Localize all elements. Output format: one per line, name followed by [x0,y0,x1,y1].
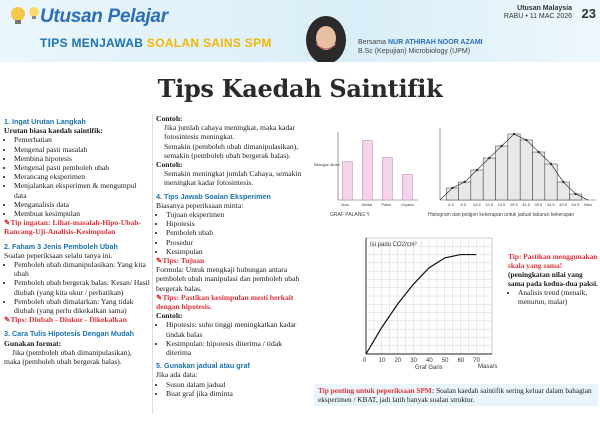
x-axis-label: Masa/s [478,364,498,370]
x-tick-label: 49.5 [559,202,567,207]
x-tick-label: 70 [473,358,480,364]
section-heading-5: 5. Gunakan jadual atau graf [156,361,250,371]
histogram-bar [483,158,495,200]
scale-tip-detail: (peningkatan nilai yang sama pada kedua-dua paksi. [508,270,598,288]
exam-tip-label: Tip penting untuk peperiksaan SPM: [318,386,435,395]
column-1 [4,114,150,366]
list-item: • Pemboleh ubah bergerak balas: Kesan/ Hasil diubah (yang kita ukur / perhatikan) [14,278,150,296]
x-tick-label: 44.5 [546,202,555,207]
brand-logo: Utusan Pelajar [40,6,168,27]
list-item: • Menganalisis data [14,200,150,209]
histogram-bar [557,182,569,200]
example-heading: Contoh: [156,114,183,123]
section-5-intro: Jika ada data: [156,370,198,380]
exam-tip-footer [314,384,598,406]
x-tick-label: 40 [426,358,433,364]
example-text: Semakin meningkat jumlah Cahaya, semakin meningkat kadar fotosintesis. [164,169,302,188]
x-tick-label: 39.5 [534,202,543,207]
x-tick-label: 14.5 [472,202,481,207]
conclusion-tip: ✎ Tips: Pastikan kesimpulan mesti berkait dengan hipotesis. [156,293,308,311]
polygon-point [562,181,564,183]
y-axis-label: Bilangan Buku [314,162,340,167]
bar [342,162,352,200]
x-tick-label: 4.5 [448,202,454,207]
exam-list [156,210,308,256]
polygon-point [500,145,502,147]
polygon-point [451,187,453,189]
list-item: • Susun dalam jadual [166,380,308,389]
list-item: • Merancang eksperimen [14,172,150,181]
example-heading: Contoh: [156,160,183,170]
list-item: • Kesimpulan: hipotesis diterima / tidak diterima [166,339,308,357]
x-tick-label: Nilai [583,202,592,207]
byline-prefix: Bersama [358,39,387,46]
trend-item: • Analisis trend (menaik, menurun, malar) [518,288,600,306]
x-tick-label: 19.5 [485,202,493,207]
polygon-point [513,133,515,135]
example-format: Semakin (pemboleh ubah dimanipulasikan), semakin (pemboleh ubah bergerak balas). [164,141,299,160]
x-tick-label: 10 [378,358,386,364]
exam-tip-text: Soalan kaedah saintifik sering keluar dalam bahagian eksperimen / KBAT, jadi latih banyak soalan struktur. [318,386,592,404]
column-2 [156,114,308,398]
x-tick-label: 20 [394,358,402,364]
bar [362,141,372,201]
x-tick-label: 54.5 [571,202,580,207]
polygon-point [488,157,490,159]
x-tick-label: 29.5 [509,202,518,207]
purpose-tip: ✎ Tips: Tujuan [156,256,308,265]
banner-prefix: TIPS MENJAWAB [40,36,144,50]
data-list [156,380,308,398]
polygon-point [550,163,552,165]
section-heading-4: 4. Tips Jawab Soalan Eksperimen [156,191,271,201]
example-list [156,320,308,357]
histogram-bar [446,188,458,200]
bar [382,158,392,201]
bar [402,175,412,201]
x-tick-label: Kiyana [401,202,414,207]
x-tick-label: 0 [363,358,367,364]
list-item: • Pemerhatian [14,135,150,144]
column-divider [152,114,153,414]
list-item: • Prosedur [166,238,308,247]
list-item: • Membina hipotesis [14,154,150,163]
author-name: NUR ATHIRAH NOOR AZAMI [387,39,483,46]
polygon-point [476,169,478,171]
scale-tip-box [508,252,600,306]
x-tick-label: 24.5 [497,202,506,207]
paper-info [504,5,572,21]
purpose-formula: Formula: Untuk mengkaji hubungan antara pemboleh ubah manipulasi dan pemboleh ubah bergerak balas. [156,265,300,293]
x-tick-label: Selasi [361,202,373,207]
histogram-bar [545,164,557,200]
histogram-caption: Histogram dan poligon kekerapan untuk jadual taburan kekerapan [428,212,575,218]
list-item: • Menjalankan eksperimen & mengumpul data [14,181,150,199]
x-tick-label: 50 [441,358,449,364]
section-1-intro: Urutan biasa kaedah saintifik: [4,126,103,136]
example-text: Jika jumlah cahaya meningkat, maka kadar fotosintesis meningkat. [164,123,296,142]
variables-list [4,260,150,315]
list-item: • Membuat kesimpulan [14,209,150,218]
section-4-intro: Biasanya peperiksaan minta: [156,200,244,210]
x-tick-label: 34.5 [522,202,530,207]
page-title: Tips Kaedah Saintifik [157,74,443,103]
section-heading-2: 2. Faham 3 Jenis Pemboleh Ubah [4,241,118,251]
variables-tip: ✎ Tips: Diubah - Diukur - Dikekalkan [4,315,150,324]
chart-title: Graf Garis [415,365,443,371]
list-item: • Kesimpulan [166,247,308,256]
list-item: • Hipotesis [166,219,308,228]
issue-date: RABU • 11 MAC 2026 [503,13,572,20]
x-tick-label: 30 [410,358,417,364]
author-avatar [300,14,352,62]
histogram-bar [459,182,471,200]
histogram-bar [520,140,532,200]
polygon-point [574,193,576,195]
list-item: • Pemboleh ubah [166,228,308,237]
x-tick-label: Ikan [341,202,349,207]
hypothesis-line-2: maka (pemboleh ubah bergerak balas). [4,357,122,367]
memory-tip: ✎ Tip ingatan: Lihat-masalah-Hipo-Ubah-Rancang-Uji-Analisis-Kesimpulan [4,218,150,236]
section-3-intro: Gunakan format: [4,338,62,348]
scale-tip-heading: Tip: Pastikan menggunakan skala yang sama! [508,252,598,270]
author-byline [358,38,483,56]
histogram-chart [428,120,598,212]
polygon-point [537,151,539,153]
x-tick-label: 9.5 [460,202,467,207]
y-axis-label: Isi padu CO2/cm³ [370,242,417,248]
example-heading: Contoh: [156,311,183,321]
list-item: • Tujuan eksperimen [166,210,308,219]
page-header [0,0,600,62]
section-heading-1: 1. Ingat Urutan Langkah [4,117,86,126]
list-item: • Buat graf jika diminta [166,389,308,398]
bar-chart-caption: GRAF PALANG Y [330,212,370,218]
histogram-bar [496,146,508,200]
list-item: • Mengenal pasti pemboleh ubah [14,163,150,172]
histogram-bar [508,134,520,200]
page-number: 23 [581,6,596,21]
list-item: • Mengenal pasti masalah [14,145,150,154]
x-tick-label: 60 [457,358,465,364]
section-banner [40,36,272,50]
list-item: • Hipotesis: suhu tinggi meningkatkan kadar tindak balas [166,320,308,338]
polygon-point [525,139,527,141]
polygon-point [463,181,465,183]
steps-list [4,135,150,218]
section-heading-3: 3. Cara Tulis Hipotesis Dengan Mudah [4,329,135,339]
paper-name: Utusan Malaysia [517,5,572,12]
x-tick-label: Pakis [381,202,392,207]
bar-chart [312,122,422,212]
banner-highlight: SOALAN SAINS SPM [146,36,272,50]
author-credentials: B.Sc (Kepujian) Microbiology (UPM) [358,48,471,55]
hypothesis-line-1: Jika (pemboleh ubah dimanipulasikan), [12,347,132,357]
histogram-bar [533,152,545,200]
section-2-intro: Soalan peperiksaan selalu tanya ini. [4,250,113,260]
list-item: • Pemboleh ubah dimanipulasikan: Yang kita ubah [14,260,150,278]
list-item: • Pemboleh ubah dimalarkan: Yang tidak diubah (yang perlu dikekalkan sama) [14,297,150,315]
line-graph [344,222,504,372]
